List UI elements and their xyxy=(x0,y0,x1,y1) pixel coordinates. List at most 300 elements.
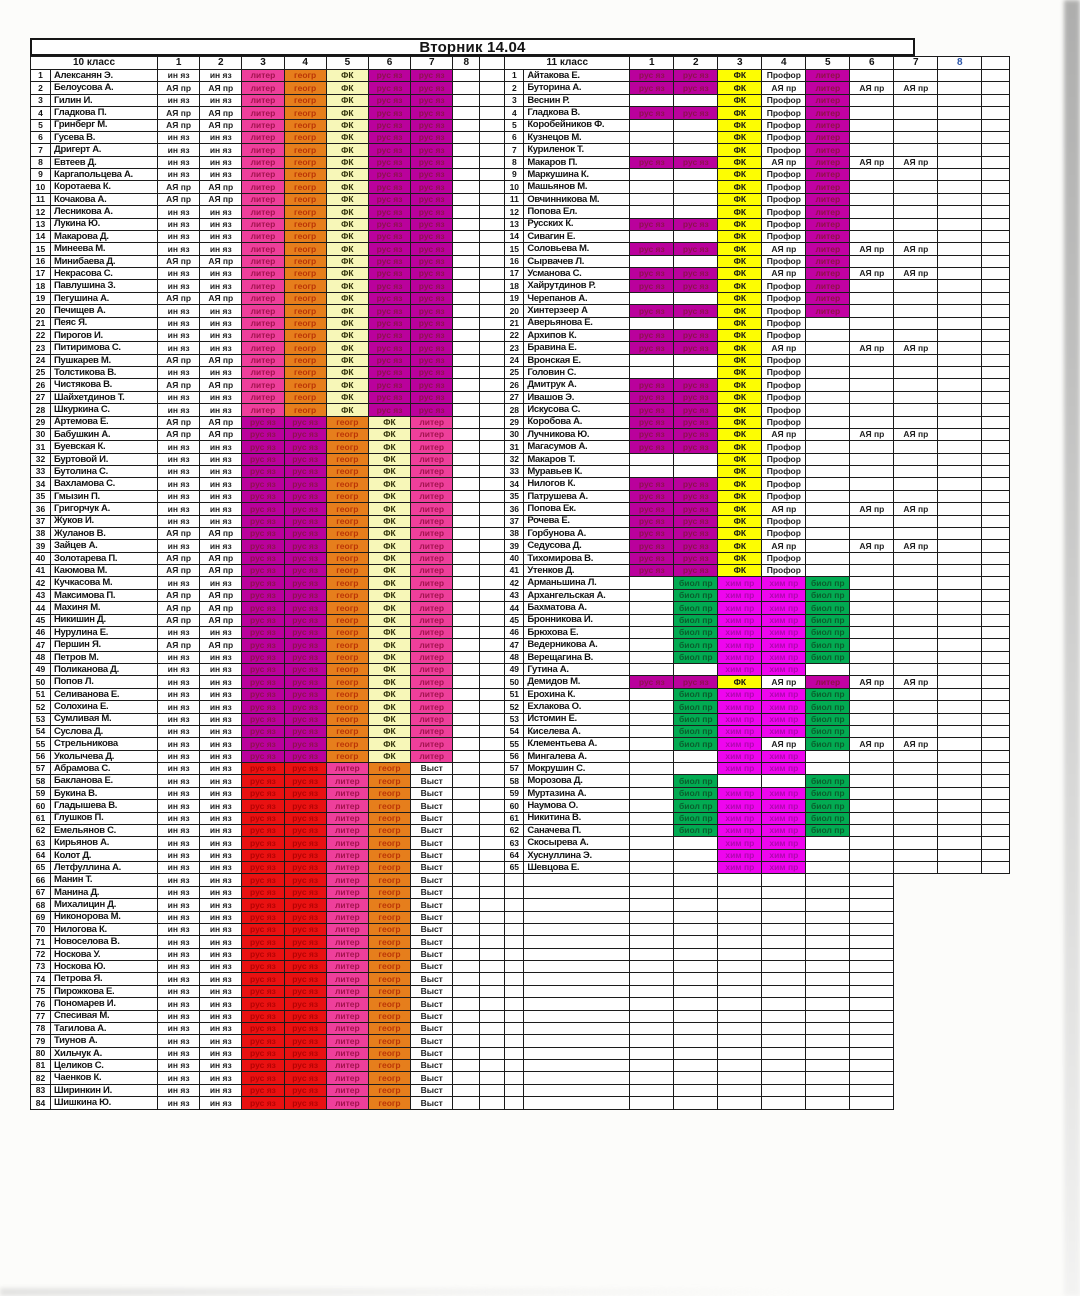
empty-row-number-cell xyxy=(505,887,524,899)
subject-cell: ФК xyxy=(327,330,369,342)
subject-cell: рус яз xyxy=(242,714,284,726)
subject-cell: литер xyxy=(242,95,284,107)
schedule-row xyxy=(30,577,1010,589)
subject-cell xyxy=(894,441,938,453)
subject-cell: ФК xyxy=(327,268,369,280)
schedule-row xyxy=(30,639,1010,651)
subject-cell: геогр xyxy=(369,973,411,985)
subject-cell xyxy=(630,120,674,132)
subject-cell: АЯ пр xyxy=(762,268,806,280)
subject-cell: ин яз xyxy=(158,169,200,181)
subject-cell xyxy=(453,144,480,156)
subject-cell xyxy=(850,194,894,206)
row-number-cell: 12 xyxy=(505,206,524,218)
subject-cell: ин яз xyxy=(158,788,200,800)
student-name-cell: Усманова С. xyxy=(524,268,630,280)
subject-cell: рус яз xyxy=(411,120,453,132)
subject-cell: ин яз xyxy=(158,330,200,342)
subject-cell: ин яз xyxy=(200,627,242,639)
subject-cell: биол пр xyxy=(806,602,850,614)
subject-cell xyxy=(850,553,894,565)
subject-cell xyxy=(938,194,982,206)
spacer-cell xyxy=(480,949,505,961)
student-name-cell: Емельянов С. xyxy=(51,825,158,837)
schedule-row xyxy=(30,701,1010,713)
row-number-cell: 36 xyxy=(30,503,51,515)
subject-cell xyxy=(674,751,718,763)
subject-cell xyxy=(453,1097,480,1109)
subject-cell: геогр xyxy=(285,157,327,169)
subject-cell: ин яз xyxy=(200,1011,242,1023)
subject-cell: АЯ пр xyxy=(158,293,200,305)
subject-cell: хим пр xyxy=(718,577,762,589)
subject-cell xyxy=(894,837,938,849)
subject-cell xyxy=(453,1035,480,1047)
subject-cell: Профор xyxy=(762,293,806,305)
subject-cell: геогр xyxy=(285,206,327,218)
student-name-cell: Верещагина В. xyxy=(524,652,630,664)
subject-cell: рус яз xyxy=(242,516,284,528)
subject-cell: ин яз xyxy=(158,874,200,886)
student-name-cell: Буторина А. xyxy=(524,82,630,94)
subject-cell xyxy=(850,95,894,107)
subject-cell: Выст xyxy=(411,1035,453,1047)
subject-cell xyxy=(630,466,674,478)
subject-cell: рус яз xyxy=(411,144,453,156)
schedule-row xyxy=(30,689,1010,701)
empty-subject-cell xyxy=(630,874,674,886)
subject-cell xyxy=(630,367,674,379)
subject-cell: ФК xyxy=(369,478,411,490)
subject-cell: геогр xyxy=(327,577,369,589)
spacer-cell xyxy=(480,1048,505,1060)
subject-cell xyxy=(630,231,674,243)
subject-cell: рус яз xyxy=(369,82,411,94)
empty-subject-cell xyxy=(762,1048,806,1060)
subject-cell: ФК xyxy=(327,120,369,132)
empty-subject-cell xyxy=(850,1035,894,1047)
subject-cell xyxy=(850,305,894,317)
empty-subject-cell xyxy=(850,1072,894,1084)
subject-cell: литер xyxy=(242,206,284,218)
empty-subject-cell xyxy=(806,1011,850,1023)
outside-grid-cell xyxy=(894,961,938,973)
student-name-cell: Буевская К. xyxy=(51,441,158,453)
empty-subject-cell xyxy=(674,1097,718,1109)
spacer-cell xyxy=(480,813,505,825)
subject-cell xyxy=(894,256,938,268)
empty-name-cell xyxy=(524,949,630,961)
lesson-column-header: 7 xyxy=(411,56,453,70)
subject-cell: ФК xyxy=(718,181,762,193)
schedule-row xyxy=(30,454,1010,466)
row-number-cell: 27 xyxy=(505,392,524,404)
subject-cell: Профор xyxy=(762,491,806,503)
subject-cell: литер xyxy=(242,280,284,292)
subject-cell xyxy=(938,652,982,664)
spacer-cell xyxy=(480,936,505,948)
empty-name-cell xyxy=(524,1072,630,1084)
subject-cell xyxy=(938,95,982,107)
trailing-cell xyxy=(982,132,1010,144)
subject-cell xyxy=(938,355,982,367)
subject-cell: ин яз xyxy=(158,1011,200,1023)
row-number-cell: 18 xyxy=(505,280,524,292)
student-name-cell: Хинтерзеер А xyxy=(524,305,630,317)
subject-cell: ин яз xyxy=(158,850,200,862)
subject-cell xyxy=(453,615,480,627)
schedule-row xyxy=(30,825,1010,837)
subject-cell: рус яз xyxy=(369,107,411,119)
subject-cell: АЯ пр xyxy=(850,82,894,94)
student-name-cell: Хильчук А. xyxy=(51,1048,158,1060)
subject-cell xyxy=(938,577,982,589)
subject-cell: АЯ пр xyxy=(850,342,894,354)
row-number-cell: 40 xyxy=(30,553,51,565)
student-name-cell: Чаенков К. xyxy=(51,1072,158,1084)
subject-cell xyxy=(453,825,480,837)
student-name-cell: Кочакова А. xyxy=(51,194,158,206)
subject-cell: АЯ пр xyxy=(850,429,894,441)
subject-cell: рус яз xyxy=(630,82,674,94)
subject-cell: ин яз xyxy=(158,1072,200,1084)
subject-cell: ФК xyxy=(327,231,369,243)
subject-cell: рус яз xyxy=(285,454,327,466)
student-name-cell: Ширинкин И. xyxy=(51,1085,158,1097)
subject-cell: геогр xyxy=(285,330,327,342)
subject-cell: ФК xyxy=(369,417,411,429)
row-number-cell: 5 xyxy=(30,120,51,132)
trailing-cell xyxy=(982,82,1010,94)
subject-cell: литер xyxy=(327,775,369,787)
subject-cell xyxy=(938,800,982,812)
subject-cell: ин яз xyxy=(200,144,242,156)
subject-cell: геогр xyxy=(369,961,411,973)
subject-cell: ФК xyxy=(718,280,762,292)
subject-cell: ФК xyxy=(327,157,369,169)
subject-cell: литер xyxy=(327,825,369,837)
subject-cell: хим пр xyxy=(762,862,806,874)
row-number-cell: 7 xyxy=(505,144,524,156)
subject-cell: геогр xyxy=(285,144,327,156)
row-number-cell: 14 xyxy=(505,231,524,243)
trailing-cell xyxy=(982,144,1010,156)
subject-cell: литер xyxy=(242,144,284,156)
subject-cell xyxy=(894,726,938,738)
row-number-cell: 35 xyxy=(30,491,51,503)
subject-cell: хим пр xyxy=(718,615,762,627)
schedule-row xyxy=(30,949,1010,961)
empty-subject-cell xyxy=(718,1035,762,1047)
trailing-cell xyxy=(982,404,1010,416)
subject-cell: рус яз xyxy=(242,887,284,899)
subject-cell: литер xyxy=(411,553,453,565)
subject-cell: рус яз xyxy=(674,528,718,540)
row-number-cell: 77 xyxy=(30,1011,51,1023)
subject-cell: ин яз xyxy=(200,577,242,589)
subject-cell: АЯ пр xyxy=(158,107,200,119)
subject-cell: ФК xyxy=(369,491,411,503)
subject-cell xyxy=(806,751,850,763)
student-name-cell: Чистякова В. xyxy=(51,379,158,391)
empty-subject-cell xyxy=(806,1072,850,1084)
trailing-cell xyxy=(982,379,1010,391)
row-number-cell: 61 xyxy=(505,813,524,825)
subject-cell: геогр xyxy=(285,392,327,404)
row-number-cell: 28 xyxy=(505,404,524,416)
outside-grid-cell xyxy=(938,1060,982,1072)
schedule-row xyxy=(30,1085,1010,1097)
subject-cell: рус яз xyxy=(630,280,674,292)
subject-cell xyxy=(894,417,938,429)
subject-cell: геогр xyxy=(327,615,369,627)
subject-cell: литер xyxy=(242,392,284,404)
student-name-cell: Аверьянова Е. xyxy=(524,318,630,330)
trailing-cell xyxy=(982,280,1010,292)
empty-subject-cell xyxy=(674,1072,718,1084)
subject-cell: рус яз xyxy=(369,318,411,330)
student-name-cell: Ехлакова О. xyxy=(524,701,630,713)
trailing-column-header xyxy=(982,56,1010,70)
schedule-row xyxy=(30,1011,1010,1023)
subject-cell: рус яз xyxy=(242,936,284,948)
subject-cell xyxy=(453,318,480,330)
empty-subject-cell xyxy=(630,1023,674,1035)
subject-cell: хим пр xyxy=(762,726,806,738)
empty-subject-cell xyxy=(718,973,762,985)
subject-cell: литер xyxy=(411,466,453,478)
subject-cell: литер xyxy=(411,751,453,763)
student-name-cell: Никонорова М. xyxy=(51,912,158,924)
subject-cell: рус яз xyxy=(285,800,327,812)
subject-cell xyxy=(850,565,894,577)
subject-cell xyxy=(630,701,674,713)
subject-cell: литер xyxy=(242,355,284,367)
subject-cell xyxy=(453,516,480,528)
subject-cell: Профор xyxy=(762,565,806,577)
subject-cell: ин яз xyxy=(200,516,242,528)
student-name-cell: Кирьянов А. xyxy=(51,837,158,849)
subject-cell: рус яз xyxy=(630,379,674,391)
spacer-cell xyxy=(480,478,505,490)
trailing-cell xyxy=(982,120,1010,132)
subject-cell: ин яз xyxy=(200,961,242,973)
subject-cell xyxy=(453,268,480,280)
subject-cell xyxy=(453,429,480,441)
subject-cell xyxy=(938,243,982,255)
subject-cell: литер xyxy=(806,181,850,193)
subject-cell: хим пр xyxy=(718,602,762,614)
spacer-cell xyxy=(480,986,505,998)
subject-cell: ин яз xyxy=(158,478,200,490)
empty-subject-cell xyxy=(630,1048,674,1060)
trailing-cell xyxy=(982,540,1010,552)
subject-cell xyxy=(894,565,938,577)
empty-subject-cell xyxy=(718,949,762,961)
subject-cell: ФК xyxy=(718,429,762,441)
schedule-row xyxy=(30,627,1010,639)
student-name-cell: Першин Я. xyxy=(51,639,158,651)
schedule-row xyxy=(30,144,1010,156)
row-number-cell: 55 xyxy=(30,738,51,750)
student-name-cell: Гладкова П. xyxy=(51,107,158,119)
empty-subject-cell xyxy=(674,1060,718,1072)
subject-cell: геогр xyxy=(285,280,327,292)
subject-cell: литер xyxy=(242,367,284,379)
row-number-cell: 8 xyxy=(505,157,524,169)
subject-cell: рус яз xyxy=(630,392,674,404)
empty-name-cell xyxy=(524,986,630,998)
row-number-cell: 10 xyxy=(30,181,51,193)
spacer-cell xyxy=(480,95,505,107)
schedule-row xyxy=(30,95,1010,107)
trailing-cell xyxy=(982,738,1010,750)
trailing-cell xyxy=(982,503,1010,515)
subject-cell: литер xyxy=(806,243,850,255)
subject-cell: рус яз xyxy=(285,726,327,738)
subject-cell: ин яз xyxy=(158,503,200,515)
subject-cell: Профор xyxy=(762,256,806,268)
row-number-cell: 13 xyxy=(30,219,51,231)
subject-cell xyxy=(453,639,480,651)
subject-cell xyxy=(850,577,894,589)
student-name-cell: Попова Ек. xyxy=(524,503,630,515)
subject-cell: литер xyxy=(327,1097,369,1109)
student-name-cell: Целиков С. xyxy=(51,1060,158,1072)
subject-cell: ин яз xyxy=(158,714,200,726)
subject-cell: рус яз xyxy=(285,1035,327,1047)
subject-cell: ин яз xyxy=(200,1023,242,1035)
row-number-cell: 25 xyxy=(505,367,524,379)
subject-cell xyxy=(850,219,894,231)
subject-cell: рус яз xyxy=(674,82,718,94)
trailing-cell xyxy=(982,417,1010,429)
subject-cell: рус яз xyxy=(242,1060,284,1072)
trailing-cell xyxy=(982,590,1010,602)
subject-cell: рус яз xyxy=(242,1072,284,1084)
subject-cell: ин яз xyxy=(158,998,200,1010)
subject-cell: рус яз xyxy=(285,689,327,701)
empty-subject-cell xyxy=(806,912,850,924)
subject-cell: рус яз xyxy=(369,157,411,169)
subject-cell: ин яз xyxy=(158,268,200,280)
spacer-cell xyxy=(480,701,505,713)
subject-cell: хим пр xyxy=(718,751,762,763)
subject-cell: рус яз xyxy=(285,1085,327,1097)
trailing-cell xyxy=(982,466,1010,478)
subject-cell: ин яз xyxy=(158,676,200,688)
subject-cell: ин яз xyxy=(200,973,242,985)
subject-cell: ин яз xyxy=(200,899,242,911)
subject-cell: рус яз xyxy=(242,998,284,1010)
subject-cell: ин яз xyxy=(200,1048,242,1060)
subject-cell: геогр xyxy=(327,590,369,602)
student-name-cell: Гринберг М. xyxy=(51,120,158,132)
subject-cell xyxy=(850,466,894,478)
empty-subject-cell xyxy=(718,1011,762,1023)
subject-cell: АЯ пр xyxy=(158,639,200,651)
subject-cell: АЯ пр xyxy=(200,528,242,540)
subject-cell: ФК xyxy=(369,565,411,577)
subject-cell: хим пр xyxy=(718,701,762,713)
row-number-cell: 6 xyxy=(30,132,51,144)
subject-cell: геогр xyxy=(369,1011,411,1023)
student-name-cell: Минеева М. xyxy=(51,243,158,255)
subject-cell: рус яз xyxy=(369,231,411,243)
subject-cell: биол пр xyxy=(806,652,850,664)
subject-cell: литер xyxy=(806,70,850,82)
empty-subject-cell xyxy=(806,936,850,948)
schedule-row xyxy=(30,355,1010,367)
trailing-cell xyxy=(982,355,1010,367)
row-number-cell: 38 xyxy=(505,528,524,540)
subject-cell xyxy=(630,738,674,750)
subject-cell xyxy=(453,491,480,503)
student-name-cell: Демидов М. xyxy=(524,676,630,688)
subject-cell xyxy=(938,726,982,738)
subject-cell xyxy=(938,82,982,94)
trailing-cell xyxy=(982,441,1010,453)
trailing-cell xyxy=(982,392,1010,404)
subject-cell xyxy=(938,318,982,330)
outside-grid-cell xyxy=(894,924,938,936)
subject-cell: АЯ пр xyxy=(158,120,200,132)
row-number-cell: 1 xyxy=(505,70,524,82)
row-number-cell: 22 xyxy=(30,330,51,342)
subject-cell: рус яз xyxy=(285,714,327,726)
empty-subject-cell xyxy=(718,1023,762,1035)
subject-cell: хим пр xyxy=(762,627,806,639)
student-name-cell: Гмызин П. xyxy=(51,491,158,503)
outside-grid-cell xyxy=(982,949,1010,961)
empty-subject-cell xyxy=(762,961,806,973)
spacer-cell xyxy=(480,379,505,391)
empty-subject-cell xyxy=(674,973,718,985)
empty-subject-cell xyxy=(762,912,806,924)
row-number-cell: 61 xyxy=(30,813,51,825)
schedule-row xyxy=(30,318,1010,330)
empty-subject-cell xyxy=(762,924,806,936)
subject-cell: Профор xyxy=(762,379,806,391)
subject-cell: ин яз xyxy=(200,466,242,478)
subject-cell: ин яз xyxy=(158,144,200,156)
subject-cell: Выст xyxy=(411,825,453,837)
subject-cell xyxy=(453,887,480,899)
subject-cell xyxy=(850,800,894,812)
outside-grid-cell xyxy=(894,1048,938,1060)
student-name-cell: Тиунов А. xyxy=(51,1035,158,1047)
subject-cell: хим пр xyxy=(718,590,762,602)
student-name-cell: Веснин Р. xyxy=(524,95,630,107)
schedule-row xyxy=(30,986,1010,998)
schedule-row xyxy=(30,862,1010,874)
subject-cell: ФК xyxy=(718,417,762,429)
subject-cell xyxy=(894,169,938,181)
subject-cell xyxy=(453,169,480,181)
subject-cell: ин яз xyxy=(200,1060,242,1072)
subject-cell: АЯ пр xyxy=(200,639,242,651)
subject-cell: литер xyxy=(327,763,369,775)
subject-cell xyxy=(630,763,674,775)
subject-cell: ин яз xyxy=(158,949,200,961)
subject-cell: геогр xyxy=(285,231,327,243)
subject-cell xyxy=(453,503,480,515)
subject-cell: рус яз xyxy=(369,95,411,107)
row-number-cell: 39 xyxy=(505,540,524,552)
subject-cell: рус яз xyxy=(369,206,411,218)
subject-cell xyxy=(453,243,480,255)
student-name-cell: Гутина А. xyxy=(524,664,630,676)
